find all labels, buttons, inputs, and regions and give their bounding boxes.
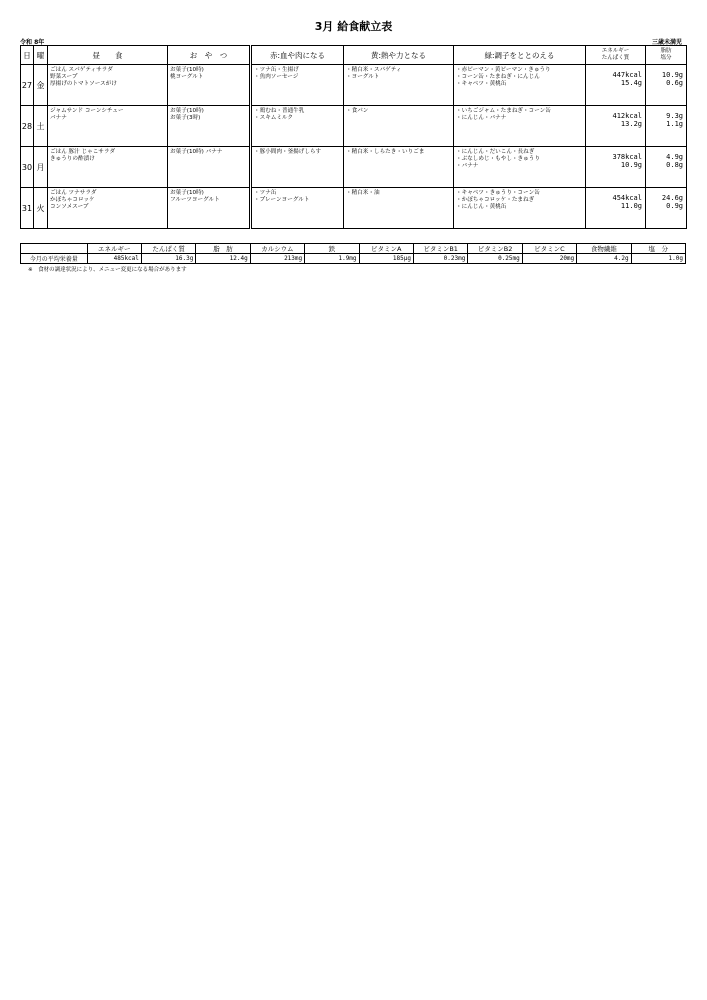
header-protein: たんぱく質 [601,55,630,61]
energy-value: 412kcal [612,112,642,120]
header-green: 緑:調子をととのえる [454,46,586,65]
salt-value: 0.6g [666,78,683,87]
lunch-cell [48,106,168,147]
yellow-cell [344,147,454,188]
red-cell [251,106,344,147]
lunch-cell [48,65,168,106]
average-header: 塩 分 [631,244,685,254]
lunch-line: かぼちゃコロッケ [50,197,95,203]
green-line: ・バナナ [456,163,479,169]
average-header: 鉄 [305,244,359,254]
table-row [21,65,687,106]
weekday: 火 [34,188,48,229]
energy-protein-cell [586,106,646,147]
lunch-line: ごはん 豚汁 じゃこサラダ [50,149,116,155]
yellow-cell [344,188,454,229]
salt-value: 0.9g [666,201,683,210]
yellow-line: ・ヨーグルト [346,74,380,80]
yellow-line: ・精白米・油 [346,190,380,196]
weekday: 金 [34,65,48,106]
average-label: 今月の平均栄養量 [21,254,88,264]
red-line: ・ツナ缶 [254,190,277,196]
day-number: 27 [21,65,34,106]
lunch-cell [48,147,168,188]
red-line: ・ツナ缶・生揚げ [254,67,299,73]
green-line: ・赤ピーマン・黄ピーマン・きゅうり [456,67,551,73]
table-row [21,147,687,188]
fat-value: 4.9g [666,153,683,161]
protein-value: 15.4g [620,78,642,87]
weekday: 土 [34,106,48,147]
fat-salt-cell [646,65,687,106]
fat-salt-cell [646,147,687,188]
lunch-line: 野菜スープ [50,74,78,80]
average-value: 185μg [359,254,413,264]
green-line: ・キャベツ・黄桃缶 [456,81,507,87]
average-value: 4.2g [577,254,631,264]
menu-header-row [21,46,687,65]
green-line: ・かぼちゃコロッケ・たまねぎ [456,197,535,203]
average-header-row [21,244,686,254]
lunch-line: ごはん ツナサラダ [50,190,97,196]
average-value: 0.25mg [468,254,522,264]
lunch-line: バナナ [50,115,67,121]
average-values-row [21,254,686,264]
snack-cell [168,65,251,106]
snack-cell [168,106,251,147]
header-fat: 脂肪 [660,48,672,54]
header-energy: エネルギー [601,48,630,54]
yellow-line: ・精白米・しらたき・いりごま [346,149,425,155]
red-cell [251,147,344,188]
day-number: 30 [21,147,34,188]
fat-value: 9.3g [666,112,683,120]
red-line: ・鶏むね・普通牛乳 [254,108,305,114]
header-salt: 塩分 [660,55,672,61]
average-header: ビタミンA [359,244,413,254]
lunch-line: コンソメスープ [50,204,89,210]
lunch-line: 厚揚げのトマトソースがけ [50,81,117,87]
yellow-cell [344,106,454,147]
snack-cell [168,188,251,229]
average-value: 485kcal [87,254,141,264]
header-energy-protein [586,46,646,65]
snack-line: お菓子(10時) [170,108,204,114]
table-row [21,106,687,147]
header-snack: お や つ [168,46,251,65]
green-line: ・ぶなしめじ・もやし・きゅうり [456,156,540,162]
lunch-cell [48,188,168,229]
header-yellow: 黄:熱や力となる [344,46,454,65]
average-value: 12.4g [196,254,250,264]
green-cell [454,147,586,188]
header-lunch: 昼 食 [48,46,168,65]
energy-value: 378kcal [612,153,642,161]
yellow-line: ・食パン [346,108,369,114]
average-nutrition-table [20,243,686,264]
average-header: エネルギー [87,244,141,254]
energy-protein-cell [586,147,646,188]
snack-line: お菓子(10時) [170,190,204,196]
salt-value: 1.1g [666,119,683,128]
fat-value: 24.6g [661,194,683,202]
lunch-line: ジャムサンド コーンシチュー [50,108,124,114]
green-line: ・キャベツ・きゅうり・コーン缶 [456,190,540,196]
green-line: ・にんじん・黄桃缶 [456,204,507,210]
day-number: 28 [21,106,34,147]
green-cell [454,106,586,147]
green-line: ・コーン缶・たまねぎ・にんじん [456,74,540,80]
average-header: ビタミンB1 [413,244,467,254]
day-number: 31 [21,188,34,229]
yellow-cell [344,65,454,106]
energy-value: 447kcal [612,71,642,79]
fat-value: 10.9g [661,71,683,79]
red-line: ・スキムミルク [254,115,293,121]
red-line: ・豚小間肉・釜揚げしらす [254,149,322,155]
snack-line: お菓子(10時) バナナ [170,149,223,155]
header-red: 赤:血や肉になる [251,46,344,65]
protein-value: 10.9g [620,160,642,169]
lunch-line: ごはん スパゲティサラダ [50,67,113,73]
energy-protein-cell [586,65,646,106]
lunch-line: きゅうりの酢漬け [50,156,95,162]
header-fat-salt [646,46,687,65]
protein-value: 11.0g [620,201,642,210]
average-header: 食物繊維 [577,244,631,254]
average-header-blank [21,244,88,254]
average-value: 1.0g [631,254,685,264]
green-cell [454,65,586,106]
era-label: 令和 8年 [20,39,45,46]
average-header: たんぱく質 [141,244,195,254]
snack-line: お菓子(10時) [170,67,204,73]
facility-label: 三歳未満児 [651,39,682,46]
fat-salt-cell [646,106,687,147]
average-value: 1.9mg [305,254,359,264]
average-header: カルシウム [250,244,304,254]
green-cell [454,188,586,229]
header-weekday: 曜 [34,46,48,65]
snack-line: お菓子(3時) [170,115,201,121]
average-value: 213mg [250,254,304,264]
green-line: ・いちごジャム・たまねぎ・コーン缶 [456,108,551,114]
red-line: ・魚肉ソーセージ [254,74,299,80]
protein-value: 13.2g [620,119,642,128]
footnote: ※ 食材の調達状況により、メニュー変更になる場合があります [28,267,187,273]
salt-value: 0.8g [666,160,683,169]
average-value: 20mg [522,254,576,264]
green-line: ・にんじん・バナナ [456,115,507,121]
red-line: ・プレーンヨーグルト [254,197,310,203]
header-day: 日 [21,46,34,65]
snack-line: 桃ヨーグルト [170,74,204,80]
energy-value: 454kcal [612,194,642,202]
energy-protein-cell [586,188,646,229]
page-title: 3月 給食献立表 [314,20,393,33]
red-cell [251,188,344,229]
red-cell [251,65,344,106]
menu-table [20,45,687,229]
snack-line: フルーツヨーグルト [170,197,220,203]
snack-cell [168,147,251,188]
green-line: ・にんじん・だいこん・長ねぎ [456,149,535,155]
average-value: 0.23mg [413,254,467,264]
average-value: 16.3g [141,254,195,264]
average-header: 脂 肪 [196,244,250,254]
yellow-line: ・精白米・スパゲティ [346,67,402,73]
table-row [21,188,687,229]
average-header: ビタミンB2 [468,244,522,254]
average-header: ビタミンC [522,244,576,254]
weekday: 月 [34,147,48,188]
fat-salt-cell [646,188,687,229]
